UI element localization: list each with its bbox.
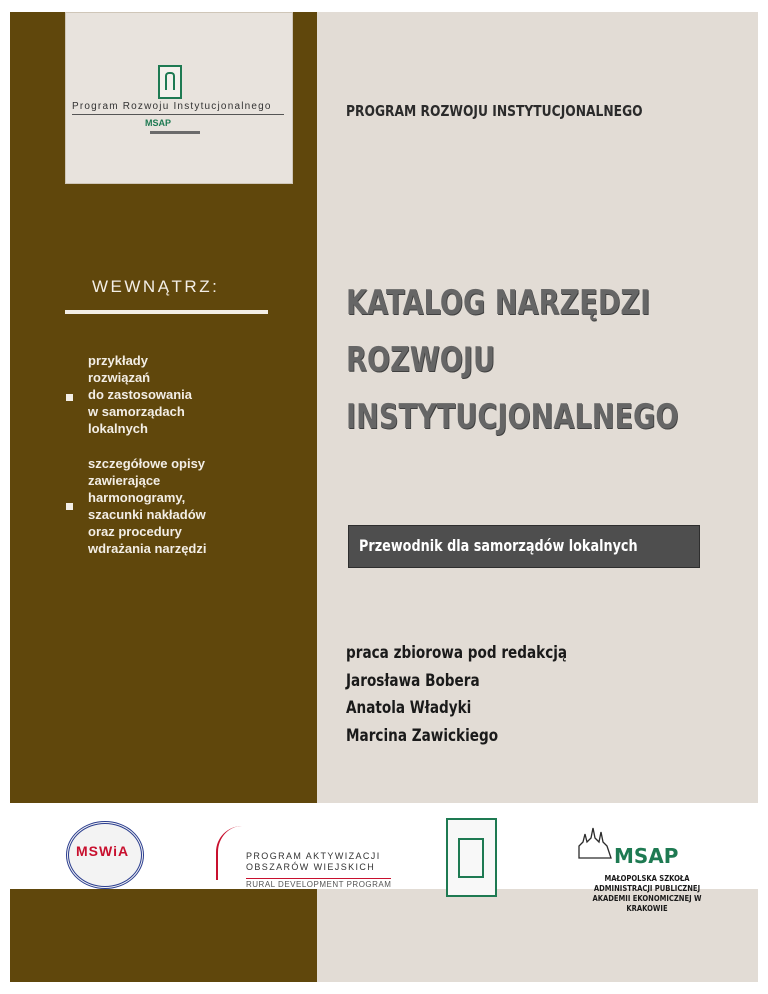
sidebar-item-line: lokalnych	[88, 421, 148, 436]
logo-msap-subline	[150, 131, 200, 134]
sidebar-item-line: zawierające	[88, 473, 161, 488]
editors-line: Anatola Władyki	[346, 698, 472, 718]
sidebar-item-line: harmonogramy,	[88, 490, 186, 505]
main-title-line: INSTYTUCJONALNEGO	[346, 397, 679, 437]
msap-name-line: AKADEMII EKONOMICZNEJ W KRAKOWIE	[592, 894, 702, 913]
paow-logo-text	[246, 851, 381, 873]
editors-line: praca zbiorowa pod redakcją	[346, 643, 568, 663]
msap-institution-name	[579, 874, 715, 914]
logo-program-text: Program Rozwoju Instytucjonalnego	[72, 101, 284, 115]
sidebar-item-line: szacunki nakładów	[88, 507, 206, 522]
bullet-square-icon	[66, 503, 73, 510]
sidebar-item-examples	[88, 352, 192, 437]
inside-rule	[65, 310, 268, 314]
bullet-square-icon	[66, 394, 73, 401]
sidebar-item-line: do zastosowania	[88, 387, 193, 402]
main-title-line: KATALOG NARZĘDZI	[346, 283, 651, 323]
editors-block	[346, 640, 567, 750]
institute-emblem-icon	[458, 838, 484, 878]
msap-name-line: MAŁOPOLSKA SZKOŁA ADMINISTRACJI PUBLICZNEJ	[593, 874, 701, 893]
editors-line: Marcina Zawickiego	[346, 725, 499, 746]
institute-emblem-icon	[158, 65, 182, 99]
sidebar-item-line: przykłady	[88, 353, 148, 368]
msap-logo-text: MSAP	[614, 844, 679, 868]
subtitle-box	[348, 525, 700, 568]
sidebar-item-line: w samorządach	[88, 404, 185, 419]
logo-msap-small: MSAP	[145, 118, 172, 128]
main-title	[346, 275, 679, 446]
main-title-line: ROZWOJU	[346, 340, 496, 380]
paow-english-text: RURAL DEVELOPMENT PROGRAM	[246, 880, 392, 889]
inside-heading: WEWNĄTRZ:	[92, 277, 220, 296]
sidebar-item-line: szczegółowe opisy	[88, 456, 206, 471]
program-title: PROGRAM ROZWOJU INSTYTUCJONALNEGO	[346, 102, 643, 120]
sidebar-item-line: wdrażania narzędzi	[88, 541, 207, 556]
paow-line: OBSZARÓW WIEJSKICH	[246, 862, 376, 872]
sidebar-item-descriptions	[88, 455, 206, 557]
mswia-logo-text: MSWiA	[76, 843, 130, 859]
editors-line: Jarosława Bobera	[346, 670, 480, 691]
subtitle-text: Przewodnik dla samorządów lokalnych	[359, 536, 638, 555]
castle-icon	[577, 824, 613, 860]
sidebar-item-line: oraz procedury	[88, 524, 182, 539]
paow-line: PROGRAM AKTYWIZACJI	[246, 851, 381, 861]
sidebar-item-line: rozwiązań	[88, 370, 151, 385]
